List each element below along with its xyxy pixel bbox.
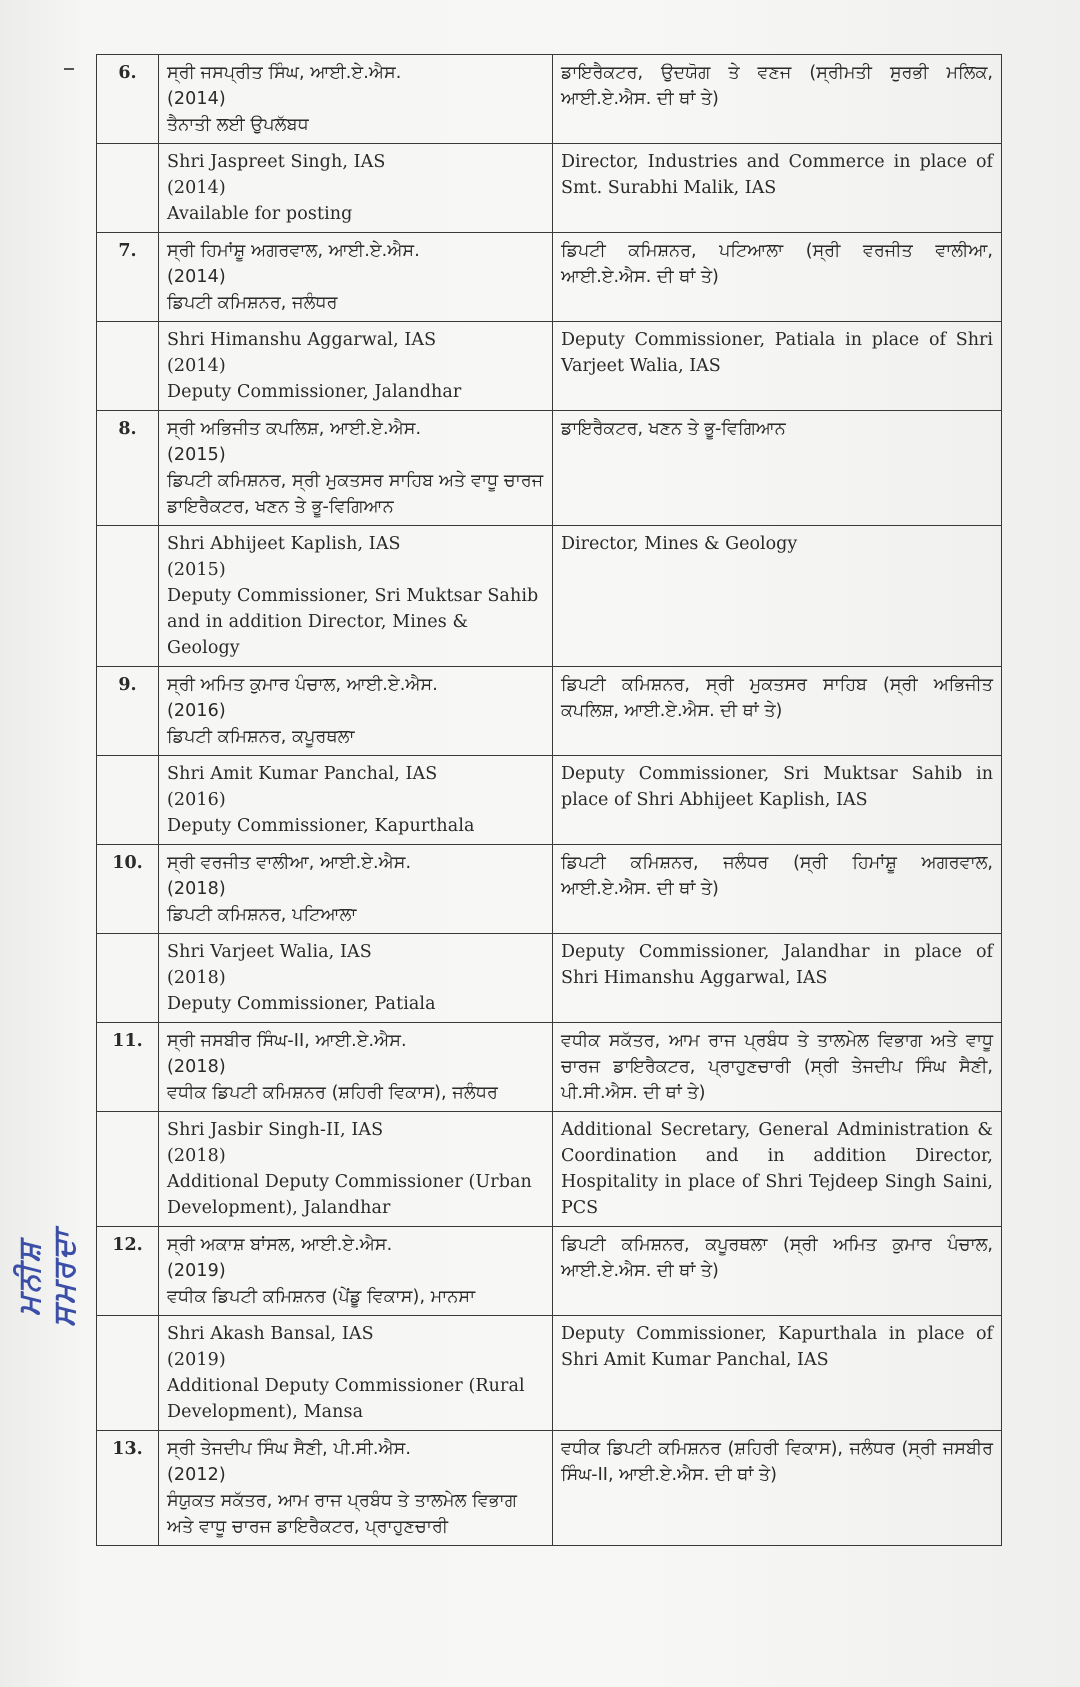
officer-line-english: Deputy Commissioner, Jalandhar — [167, 382, 462, 402]
officer-cell-punjabi — [159, 1431, 553, 1546]
table-row — [97, 526, 1002, 667]
officer-line-english: Deputy Commissioner, Patiala — [167, 994, 436, 1014]
officer-cell-punjabi — [159, 1023, 553, 1112]
officer-cell-punjabi — [159, 411, 553, 526]
officer-line-english: Shri Jasbir Singh-II, IAS — [167, 1120, 384, 1140]
officer-line-english: Shri Abhijeet Kaplish, IAS — [167, 534, 401, 554]
posting-cell-english: Deputy Commissioner, Jalandhar in place of Shri Himanshu Aggarwal, IAS — [553, 934, 1002, 1023]
officer-line-english: Available for posting — [167, 204, 353, 224]
officer-line-punjabi: ਸ੍ਰੀ ਜਸਬੀਰ ਸਿੰਘ-II, ਆਈ.ਏ.ਐਸ. — [167, 1031, 407, 1051]
officer-line-punjabi: ਡਿਪਟੀ ਕਮਿਸ਼ਨਰ, ਪਟਿਆਲਾ — [167, 905, 357, 925]
officer-line-english: Shri Akash Bansal, IAS — [167, 1324, 374, 1344]
officer-cell-punjabi — [159, 667, 553, 756]
table-row — [97, 934, 1002, 1023]
posting-cell-punjabi: ਵਧੀਕ ਸਕੱਤਰ, ਆਮ ਰਾਜ ਪ੍ਰਬੰਧ ਤੇ ਤਾਲਮੇਲ ਵਿਭਾਗ ਅਤੇ ਵਾਧੂ ਚਾਰਜ ਡਾਇਰੈਕਟਰ, ਪ੍ਰਾਹੁਣਚਾਰੀ (ਸ੍ਰੀ ਤੇਜਦੀਪ ਸਿੰਘ ਸੈਣੀ, ਪੀ.ਸੀ.ਐਸ. ਦੀ ਥਾਂ ਤੇ) — [553, 1023, 1002, 1112]
table-row — [97, 845, 1002, 934]
serial-number-continued — [97, 756, 159, 845]
serial-number: 11. — [97, 1023, 159, 1112]
officer-line-punjabi: (2015) — [167, 445, 226, 465]
transfer-orders-table — [96, 54, 1002, 1546]
table-row — [97, 667, 1002, 756]
serial-number: 12. — [97, 1227, 159, 1316]
serial-number-continued — [97, 1112, 159, 1227]
officer-line-english: (2014) — [167, 356, 226, 376]
serial-number: 6. — [97, 55, 159, 144]
officer-line-english: (2015) — [167, 560, 226, 580]
officer-line-punjabi: (2018) — [167, 1057, 226, 1077]
table-body — [97, 55, 1002, 1546]
officer-line-punjabi: ਸ੍ਰੀ ਅਭਿਜੀਤ ਕਪਲਿਸ਼, ਆਈ.ਏ.ਐਸ. — [167, 419, 422, 439]
serial-number-continued — [97, 1316, 159, 1431]
officer-line-english: (2018) — [167, 1146, 226, 1166]
officer-cell-english — [159, 756, 553, 845]
table-row — [97, 1023, 1002, 1112]
posting-cell-punjabi: ਡਿਪਟੀ ਕਮਿਸ਼ਨਰ, ਜਲੰਧਰ (ਸ੍ਰੀ ਹਿਮਾਂਸ਼ੂ ਅਗਰਵਾਲ, ਆਈ.ਏ.ਐਸ. ਦੀ ਥਾਂ ਤੇ) — [553, 845, 1002, 934]
officer-line-punjabi: ਸ੍ਰੀ ਅਮਿਤ ਕੁਮਾਰ ਪੰਚਾਲ, ਆਈ.ਏ.ਐਸ. — [167, 675, 438, 695]
serial-number: 8. — [97, 411, 159, 526]
officer-line-english: (2019) — [167, 1350, 226, 1370]
officer-line-punjabi: (2014) — [167, 267, 226, 287]
officer-line-punjabi: ਸੰਯੁਕਤ ਸਕੱਤਰ, ਆਮ ਰਾਜ ਪ੍ਰਬੰਧ ਤੇ ਤਾਲਮੇਲ ਵਿਭਾਗ ਅਤੇ ਵਾਧੂ ਚਾਰਜ ਡਾਇਰੈਕਟਰ, ਪ੍ਰਾਹੁਣਚਾਰੀ — [167, 1491, 517, 1537]
officer-line-english: (2014) — [167, 178, 226, 198]
table-row — [97, 1227, 1002, 1316]
table-row — [97, 1316, 1002, 1431]
officer-cell-english — [159, 322, 553, 411]
officer-line-punjabi: ਤੈਨਾਤੀ ਲਈ ਉਪਲੱਬਧ — [167, 115, 309, 135]
officer-cell-english — [159, 1316, 553, 1431]
officer-line-punjabi: ਸ੍ਰੀ ਹਿਮਾਂਸ਼ੂ ਅਗਰਵਾਲ, ਆਈ.ਏ.ਐਸ. — [167, 241, 420, 261]
posting-cell-english: Deputy Commissioner, Kapurthala in place of Shri Amit Kumar Panchal, IAS — [553, 1316, 1002, 1431]
officer-cell-punjabi — [159, 55, 553, 144]
handwritten-signature: ਮਨੀਸ਼ ਸਮਰਦਾ — [12, 1228, 82, 1327]
officer-cell-english — [159, 1112, 553, 1227]
table-row — [97, 144, 1002, 233]
officer-cell-punjabi — [159, 1227, 553, 1316]
officer-line-punjabi: (2012) — [167, 1465, 226, 1485]
officer-line-english: Shri Varjeet Walia, IAS — [167, 942, 372, 962]
posting-cell-punjabi: ਡਿਪਟੀ ਕਮਿਸ਼ਨਰ, ਸ੍ਰੀ ਮੁਕਤਸਰ ਸਾਹਿਬ (ਸ੍ਰੀ ਅਭਿਜੀਤ ਕਪਲਿਸ਼, ਆਈ.ਏ.ਐਸ. ਦੀ ਥਾਂ ਤੇ) — [553, 667, 1002, 756]
officer-cell-english — [159, 144, 553, 233]
officer-line-english: Shri Jaspreet Singh, IAS — [167, 152, 386, 172]
table-row — [97, 411, 1002, 526]
posting-cell-english: Deputy Commissioner, Patiala in place of Shri Varjeet Walia, IAS — [553, 322, 1002, 411]
officer-line-punjabi: ਵਧੀਕ ਡਿਪਟੀ ਕਮਿਸ਼ਨਰ (ਸ਼ਹਿਰੀ ਵਿਕਾਸ), ਜਲੰਧਰ — [167, 1083, 498, 1103]
officer-line-punjabi: ਸ੍ਰੀ ਤੇਜਦੀਪ ਸਿੰਘ ਸੈਣੀ, ਪੀ.ਸੀ.ਐਸ. — [167, 1439, 411, 1459]
posting-cell-english: Director, Mines & Geology — [553, 526, 1002, 667]
serial-number-continued — [97, 144, 159, 233]
officer-line-punjabi: ਸ੍ਰੀ ਜਸਪ੍ਰੀਤ ਸਿੰਘ, ਆਈ.ਏ.ਐਸ. — [167, 63, 402, 83]
posting-cell-punjabi: ਡਾਇਰੈਕਟਰ, ਉਦਯੋਗ ਤੇ ਵਣਜ (ਸ੍ਰੀਮਤੀ ਸੁਰਭੀ ਮਲਿਕ, ਆਈ.ਏ.ਐਸ. ਦੀ ਥਾਂ ਤੇ) — [553, 55, 1002, 144]
table-row — [97, 1112, 1002, 1227]
officer-cell-english — [159, 934, 553, 1023]
officer-line-english: Additional Deputy Commissioner (Rural Development), Mansa — [167, 1376, 525, 1422]
officer-cell-punjabi — [159, 233, 553, 322]
posting-cell-punjabi: ਵਧੀਕ ਡਿਪਟੀ ਕਮਿਸ਼ਨਰ (ਸ਼ਹਿਰੀ ਵਿਕਾਸ), ਜਲੰਧਰ (ਸ੍ਰੀ ਜਸਬੀਰ ਸਿੰਘ-II, ਆਈ.ਏ.ਐਸ. ਦੀ ਥਾਂ ਤੇ) — [553, 1431, 1002, 1546]
officer-line-punjabi: ਡਿਪਟੀ ਕਮਿਸ਼ਨਰ, ਕਪੂਰਥਲਾ — [167, 727, 355, 747]
serial-number-continued — [97, 526, 159, 667]
officer-line-english: Deputy Commissioner, Sri Muktsar Sahib and in addition Director, Mines & Geology — [167, 586, 539, 658]
officer-line-english: (2018) — [167, 968, 226, 988]
serial-number: 7. — [97, 233, 159, 322]
officer-line-english: Deputy Commissioner, Kapurthala — [167, 816, 475, 836]
officer-line-english: Shri Amit Kumar Panchal, IAS — [167, 764, 438, 784]
officer-cell-punjabi — [159, 845, 553, 934]
serial-number: 13. — [97, 1431, 159, 1546]
officer-line-punjabi: (2016) — [167, 701, 226, 721]
officer-cell-english — [159, 526, 553, 667]
posting-cell-english: Director, Industries and Commerce in place of Smt. Surabhi Malik, IAS — [553, 144, 1002, 233]
officer-line-punjabi: ਸ੍ਰੀ ਅਕਾਸ਼ ਬਾਂਸਲ, ਆਈ.ਏ.ਐਸ. — [167, 1235, 393, 1255]
officer-line-punjabi: ਡਿਪਟੀ ਕਮਿਸ਼ਨਰ, ਸ੍ਰੀ ਮੁਕਤਸਰ ਸਾਹਿਬ ਅਤੇ ਵਾਧੂ ਚਾਰਜ ਡਾਇਰੈਕਟਰ, ਖਣਨ ਤੇ ਭੂ-ਵਿਗਿਆਨ — [167, 471, 544, 517]
table-row — [97, 1431, 1002, 1546]
serial-number-continued — [97, 934, 159, 1023]
table-row — [97, 322, 1002, 411]
table-row — [97, 55, 1002, 144]
officer-line-punjabi: ਸ੍ਰੀ ਵਰਜੀਤ ਵਾਲੀਆ, ਆਈ.ਏ.ਐਸ. — [167, 853, 412, 873]
posting-cell-english: Additional Secretary, General Administration & Coordination and in addition Director, Hospitality in place of Shri Tejdeep Singh Saini, PCS — [553, 1112, 1002, 1227]
margin-mark — [64, 68, 74, 70]
officer-line-punjabi: (2018) — [167, 879, 226, 899]
officer-line-english: Shri Himanshu Aggarwal, IAS — [167, 330, 437, 350]
officer-line-english: (2016) — [167, 790, 226, 810]
officer-line-english: Additional Deputy Commissioner (Urban Development), Jalandhar — [167, 1172, 532, 1218]
posting-cell-punjabi: ਡਿਪਟੀ ਕਮਿਸ਼ਨਰ, ਪਟਿਆਲਾ (ਸ੍ਰੀ ਵਰਜੀਤ ਵਾਲੀਆ, ਆਈ.ਏ.ਐਸ. ਦੀ ਥਾਂ ਤੇ) — [553, 233, 1002, 322]
posting-cell-punjabi: ਡਿਪਟੀ ਕਮਿਸ਼ਨਰ, ਕਪੂਰਥਲਾ (ਸ੍ਰੀ ਅਮਿਤ ਕੁਮਾਰ ਪੰਚਾਲ, ਆਈ.ਏ.ਐਸ. ਦੀ ਥਾਂ ਤੇ) — [553, 1227, 1002, 1316]
serial-number: 10. — [97, 845, 159, 934]
posting-cell-english: Deputy Commissioner, Sri Muktsar Sahib in place of Shri Abhijeet Kaplish, IAS — [553, 756, 1002, 845]
officer-line-punjabi: (2019) — [167, 1261, 226, 1281]
serial-number: 9. — [97, 667, 159, 756]
posting-cell-punjabi: ਡਾਇਰੈਕਟਰ, ਖਣਨ ਤੇ ਭੂ-ਵਿਗਿਆਨ — [553, 411, 1002, 526]
officer-line-punjabi: ਵਧੀਕ ਡਿਪਟੀ ਕਮਿਸ਼ਨਰ (ਪੇਂਡੂ ਵਿਕਾਸ), ਮਾਨਸਾ — [167, 1287, 476, 1307]
serial-number-continued — [97, 322, 159, 411]
officer-line-punjabi: ਡਿਪਟੀ ਕਮਿਸ਼ਨਰ, ਜਲੰਧਰ — [167, 293, 338, 313]
officer-line-punjabi: (2014) — [167, 89, 226, 109]
table-row — [97, 233, 1002, 322]
table-row — [97, 756, 1002, 845]
